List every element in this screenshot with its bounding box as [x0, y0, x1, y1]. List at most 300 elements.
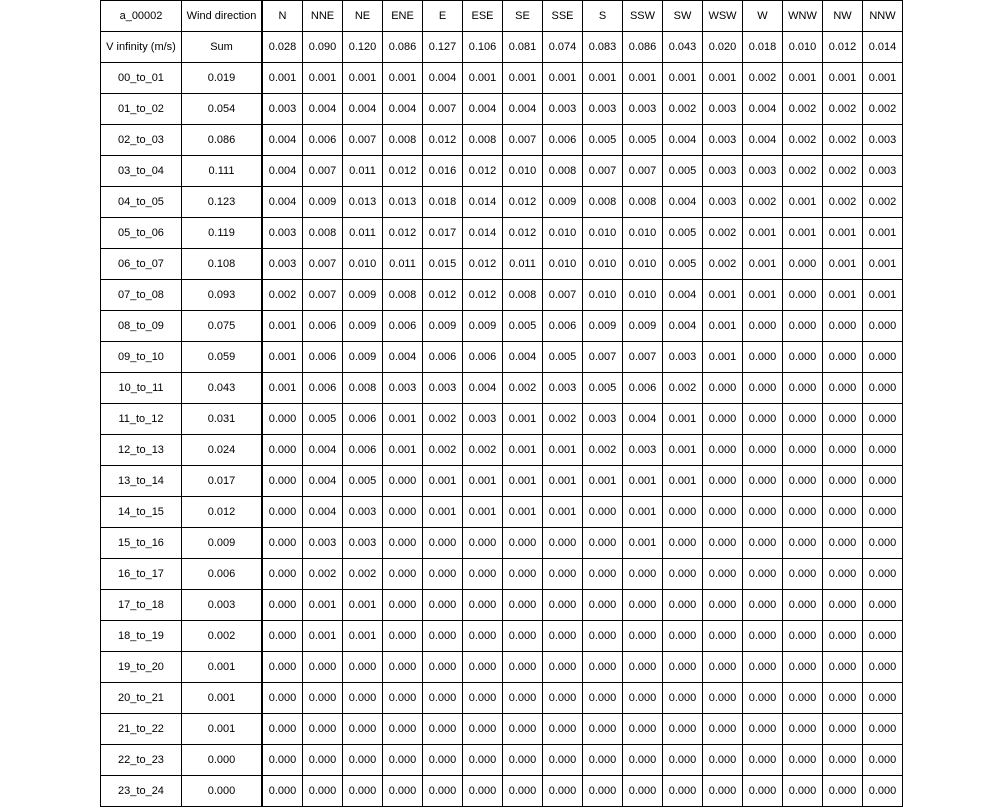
frequency-cell: 0.000 — [503, 776, 543, 807]
table-row — [101, 776, 903, 807]
frequency-cell: 0.000 — [663, 683, 703, 714]
frequency-cell: 0.010 — [343, 249, 383, 280]
frequency-cell: 0.007 — [583, 156, 623, 187]
frequency-cell: 0.002 — [583, 435, 623, 466]
frequency-cell: 0.008 — [623, 187, 663, 218]
frequency-cell: 0.000 — [423, 652, 463, 683]
frequency-cell: 0.000 — [863, 590, 903, 621]
frequency-cell: 0.001 — [543, 466, 583, 497]
frequency-cell: 0.000 — [503, 528, 543, 559]
frequency-cell: 0.007 — [303, 249, 343, 280]
sum-label: Sum — [182, 32, 263, 63]
frequency-cell: 0.000 — [823, 404, 863, 435]
row-sum-cell: 0.108 — [182, 249, 263, 280]
frequency-cell: 0.000 — [823, 466, 863, 497]
speed-bin-label: 07_to_08 — [101, 280, 182, 311]
frequency-cell: 0.000 — [543, 559, 583, 590]
frequency-cell: 0.001 — [783, 218, 823, 249]
direction-sum-cell: 0.090 — [303, 32, 343, 63]
frequency-cell: 0.001 — [623, 466, 663, 497]
frequency-cell: 0.000 — [743, 776, 783, 807]
direction-header: ESE — [463, 1, 503, 32]
frequency-cell: 0.001 — [383, 404, 423, 435]
frequency-cell: 0.008 — [543, 156, 583, 187]
frequency-cell: 0.000 — [743, 342, 783, 373]
table-row — [101, 652, 903, 683]
frequency-cell: 0.000 — [743, 528, 783, 559]
frequency-cell: 0.000 — [743, 745, 783, 776]
frequency-cell: 0.000 — [863, 559, 903, 590]
frequency-cell: 0.008 — [503, 280, 543, 311]
frequency-cell: 0.000 — [303, 776, 343, 807]
frequency-cell: 0.000 — [383, 714, 423, 745]
frequency-cell: 0.011 — [503, 249, 543, 280]
frequency-cell: 0.012 — [383, 156, 423, 187]
frequency-cell: 0.010 — [583, 218, 623, 249]
frequency-cell: 0.000 — [623, 776, 663, 807]
frequency-cell: 0.001 — [623, 63, 663, 94]
row-sum-cell: 0.000 — [182, 776, 263, 807]
row-sum-cell: 0.006 — [182, 559, 263, 590]
frequency-cell: 0.000 — [543, 714, 583, 745]
frequency-cell: 0.007 — [303, 156, 343, 187]
direction-sum-cell: 0.106 — [463, 32, 503, 63]
frequency-cell: 0.005 — [663, 249, 703, 280]
direction-sum-cell: 0.012 — [823, 32, 863, 63]
table-row — [101, 528, 903, 559]
sum-row — [101, 32, 903, 63]
frequency-cell: 0.001 — [383, 63, 423, 94]
frequency-cell: 0.018 — [423, 187, 463, 218]
frequency-cell: 0.000 — [583, 559, 623, 590]
row-sum-cell: 0.002 — [182, 621, 263, 652]
frequency-cell: 0.001 — [783, 63, 823, 94]
frequency-cell: 0.003 — [703, 187, 743, 218]
direction-sum-cell: 0.120 — [343, 32, 383, 63]
frequency-cell: 0.002 — [863, 187, 903, 218]
header-row — [101, 1, 903, 32]
direction-header: WNW — [783, 1, 823, 32]
frequency-cell: 0.001 — [663, 63, 703, 94]
frequency-cell: 0.001 — [863, 218, 903, 249]
direction-header: SSE — [543, 1, 583, 32]
frequency-cell: 0.000 — [783, 373, 823, 404]
frequency-cell: 0.000 — [783, 249, 823, 280]
frequency-cell: 0.000 — [703, 528, 743, 559]
frequency-cell: 0.000 — [783, 621, 823, 652]
direction-header: NNW — [863, 1, 903, 32]
frequency-cell: 0.003 — [383, 373, 423, 404]
frequency-cell: 0.001 — [663, 466, 703, 497]
frequency-cell: 0.002 — [543, 404, 583, 435]
frequency-cell: 0.000 — [663, 745, 703, 776]
direction-sum-cell: 0.127 — [423, 32, 463, 63]
speed-bin-label: 05_to_06 — [101, 218, 182, 249]
frequency-cell: 0.013 — [383, 187, 423, 218]
frequency-cell: 0.001 — [343, 621, 383, 652]
frequency-cell: 0.002 — [823, 187, 863, 218]
frequency-cell: 0.006 — [383, 311, 423, 342]
frequency-cell: 0.001 — [262, 63, 303, 94]
frequency-cell: 0.000 — [463, 714, 503, 745]
frequency-cell: 0.003 — [262, 249, 303, 280]
frequency-cell: 0.001 — [262, 342, 303, 373]
row-sum-cell: 0.019 — [182, 63, 263, 94]
frequency-cell: 0.000 — [863, 342, 903, 373]
frequency-cell: 0.000 — [583, 683, 623, 714]
frequency-cell: 0.007 — [543, 280, 583, 311]
frequency-cell: 0.004 — [303, 94, 343, 125]
speed-bin-label: 04_to_05 — [101, 187, 182, 218]
frequency-cell: 0.000 — [863, 652, 903, 683]
table-row — [101, 404, 903, 435]
frequency-cell: 0.010 — [623, 218, 663, 249]
frequency-cell: 0.000 — [303, 745, 343, 776]
frequency-cell: 0.001 — [823, 280, 863, 311]
direction-header: SW — [663, 1, 703, 32]
frequency-cell: 0.001 — [423, 497, 463, 528]
direction-header: E — [423, 1, 463, 32]
frequency-cell: 0.009 — [343, 342, 383, 373]
frequency-cell: 0.000 — [743, 311, 783, 342]
frequency-cell: 0.000 — [863, 497, 903, 528]
frequency-cell: 0.004 — [343, 94, 383, 125]
speed-bin-label: 13_to_14 — [101, 466, 182, 497]
frequency-cell: 0.000 — [503, 621, 543, 652]
frequency-cell: 0.004 — [383, 342, 423, 373]
frequency-cell: 0.002 — [303, 559, 343, 590]
frequency-cell: 0.000 — [783, 311, 823, 342]
frequency-cell: 0.000 — [583, 528, 623, 559]
frequency-cell: 0.003 — [703, 94, 743, 125]
frequency-cell: 0.000 — [703, 466, 743, 497]
frequency-cell: 0.009 — [343, 311, 383, 342]
direction-header: NW — [823, 1, 863, 32]
frequency-cell: 0.001 — [783, 187, 823, 218]
frequency-cell: 0.000 — [743, 373, 783, 404]
frequency-cell: 0.000 — [703, 776, 743, 807]
frequency-cell: 0.012 — [503, 187, 543, 218]
table-row — [101, 187, 903, 218]
frequency-cell: 0.004 — [383, 94, 423, 125]
frequency-cell: 0.000 — [262, 745, 303, 776]
frequency-cell: 0.012 — [463, 280, 503, 311]
table-row — [101, 342, 903, 373]
frequency-cell: 0.000 — [743, 683, 783, 714]
frequency-cell: 0.007 — [583, 342, 623, 373]
row-sum-cell: 0.001 — [182, 652, 263, 683]
frequency-cell: 0.000 — [823, 373, 863, 404]
frequency-cell: 0.005 — [343, 466, 383, 497]
frequency-cell: 0.004 — [663, 280, 703, 311]
frequency-cell: 0.000 — [623, 683, 663, 714]
direction-sum-cell: 0.028 — [262, 32, 303, 63]
frequency-cell: 0.016 — [423, 156, 463, 187]
frequency-cell: 0.002 — [783, 125, 823, 156]
frequency-cell: 0.000 — [823, 342, 863, 373]
table-row — [101, 311, 903, 342]
frequency-cell: 0.000 — [703, 714, 743, 745]
frequency-cell: 0.004 — [303, 435, 343, 466]
row-sum-cell: 0.093 — [182, 280, 263, 311]
row-sum-cell: 0.086 — [182, 125, 263, 156]
frequency-cell: 0.000 — [463, 528, 503, 559]
direction-sum-cell: 0.018 — [743, 32, 783, 63]
frequency-cell: 0.002 — [703, 218, 743, 249]
frequency-cell: 0.005 — [663, 218, 703, 249]
frequency-cell: 0.000 — [262, 466, 303, 497]
frequency-cell: 0.000 — [783, 280, 823, 311]
frequency-cell: 0.000 — [783, 435, 823, 466]
frequency-cell: 0.000 — [623, 745, 663, 776]
frequency-cell: 0.000 — [583, 745, 623, 776]
frequency-cell: 0.006 — [623, 373, 663, 404]
frequency-cell: 0.000 — [383, 466, 423, 497]
table-row — [101, 745, 903, 776]
table-row — [101, 249, 903, 280]
frequency-cell: 0.007 — [343, 125, 383, 156]
frequency-cell: 0.000 — [383, 621, 423, 652]
frequency-cell: 0.002 — [343, 559, 383, 590]
frequency-cell: 0.000 — [783, 683, 823, 714]
frequency-cell: 0.000 — [262, 528, 303, 559]
frequency-cell: 0.002 — [423, 404, 463, 435]
speed-bin-label: 18_to_19 — [101, 621, 182, 652]
frequency-cell: 0.011 — [383, 249, 423, 280]
frequency-cell: 0.004 — [262, 156, 303, 187]
speed-bin-label: 19_to_20 — [101, 652, 182, 683]
frequency-cell: 0.009 — [463, 311, 503, 342]
frequency-cell: 0.007 — [623, 342, 663, 373]
frequency-cell: 0.001 — [303, 63, 343, 94]
frequency-cell: 0.000 — [703, 404, 743, 435]
direction-sum-cell: 0.086 — [383, 32, 423, 63]
frequency-cell: 0.002 — [262, 280, 303, 311]
frequency-cell: 0.000 — [383, 528, 423, 559]
frequency-cell: 0.012 — [463, 156, 503, 187]
frequency-cell: 0.000 — [343, 776, 383, 807]
row-sum-cell: 0.054 — [182, 94, 263, 125]
frequency-cell: 0.000 — [262, 590, 303, 621]
speed-bin-label: 16_to_17 — [101, 559, 182, 590]
frequency-cell: 0.007 — [623, 156, 663, 187]
frequency-cell: 0.000 — [703, 683, 743, 714]
frequency-cell: 0.000 — [262, 497, 303, 528]
frequency-cell: 0.000 — [863, 404, 903, 435]
frequency-cell: 0.015 — [423, 249, 463, 280]
frequency-cell: 0.000 — [343, 745, 383, 776]
row-sum-cell: 0.059 — [182, 342, 263, 373]
frequency-cell: 0.002 — [463, 435, 503, 466]
frequency-cell: 0.000 — [663, 559, 703, 590]
frequency-cell: 0.008 — [463, 125, 503, 156]
frequency-cell: 0.002 — [663, 373, 703, 404]
frequency-cell: 0.000 — [423, 590, 463, 621]
frequency-cell: 0.001 — [663, 435, 703, 466]
frequency-cell: 0.003 — [663, 342, 703, 373]
frequency-cell: 0.003 — [303, 528, 343, 559]
frequency-cell: 0.003 — [543, 373, 583, 404]
frequency-cell: 0.000 — [823, 683, 863, 714]
direction-sum-cell: 0.083 — [583, 32, 623, 63]
frequency-cell: 0.003 — [583, 404, 623, 435]
speed-bin-label: 06_to_07 — [101, 249, 182, 280]
row-sum-cell: 0.017 — [182, 466, 263, 497]
frequency-cell: 0.001 — [383, 435, 423, 466]
frequency-cell: 0.000 — [783, 745, 823, 776]
table-row — [101, 218, 903, 249]
frequency-cell: 0.003 — [863, 125, 903, 156]
frequency-cell: 0.001 — [743, 249, 783, 280]
frequency-cell: 0.000 — [543, 652, 583, 683]
frequency-cell: 0.001 — [543, 435, 583, 466]
frequency-cell: 0.002 — [823, 94, 863, 125]
frequency-cell: 0.000 — [863, 745, 903, 776]
frequency-cell: 0.000 — [823, 435, 863, 466]
frequency-cell: 0.012 — [383, 218, 423, 249]
table-row — [101, 559, 903, 590]
frequency-cell: 0.000 — [583, 621, 623, 652]
frequency-cell: 0.001 — [823, 63, 863, 94]
frequency-cell: 0.009 — [343, 280, 383, 311]
frequency-cell: 0.012 — [463, 249, 503, 280]
table-row — [101, 621, 903, 652]
frequency-cell: 0.000 — [703, 435, 743, 466]
frequency-cell: 0.010 — [543, 218, 583, 249]
frequency-cell: 0.007 — [503, 125, 543, 156]
speed-bin-label: 09_to_10 — [101, 342, 182, 373]
frequency-cell: 0.009 — [583, 311, 623, 342]
direction-header: NE — [343, 1, 383, 32]
frequency-cell: 0.006 — [463, 342, 503, 373]
frequency-cell: 0.004 — [463, 373, 503, 404]
frequency-cell: 0.001 — [663, 404, 703, 435]
frequency-cell: 0.000 — [423, 559, 463, 590]
frequency-cell: 0.000 — [823, 528, 863, 559]
frequency-cell: 0.001 — [503, 404, 543, 435]
direction-header: WSW — [703, 1, 743, 32]
frequency-cell: 0.001 — [863, 249, 903, 280]
frequency-cell: 0.000 — [823, 621, 863, 652]
speed-bin-label: 17_to_18 — [101, 590, 182, 621]
table-row — [101, 590, 903, 621]
frequency-cell: 0.000 — [743, 559, 783, 590]
direction-sum-cell: 0.010 — [783, 32, 823, 63]
frequency-cell: 0.005 — [543, 342, 583, 373]
frequency-cell: 0.000 — [863, 311, 903, 342]
frequency-cell: 0.001 — [623, 528, 663, 559]
frequency-cell: 0.000 — [863, 435, 903, 466]
frequency-cell: 0.009 — [623, 311, 663, 342]
frequency-cell: 0.000 — [383, 590, 423, 621]
frequency-cell: 0.001 — [543, 497, 583, 528]
row-sum-cell: 0.024 — [182, 435, 263, 466]
frequency-cell: 0.005 — [623, 125, 663, 156]
frequency-cell: 0.000 — [703, 745, 743, 776]
frequency-cell: 0.003 — [743, 156, 783, 187]
table-row — [101, 497, 903, 528]
frequency-cell: 0.000 — [423, 683, 463, 714]
frequency-cell: 0.000 — [383, 559, 423, 590]
frequency-cell: 0.000 — [503, 745, 543, 776]
frequency-cell: 0.012 — [423, 280, 463, 311]
frequency-cell: 0.005 — [503, 311, 543, 342]
speed-bin-label: 10_to_11 — [101, 373, 182, 404]
table-row — [101, 373, 903, 404]
table-row — [101, 683, 903, 714]
frequency-cell: 0.000 — [623, 714, 663, 745]
frequency-cell: 0.003 — [463, 404, 503, 435]
frequency-cell: 0.001 — [703, 311, 743, 342]
speed-bin-label: 21_to_22 — [101, 714, 182, 745]
frequency-cell: 0.010 — [543, 249, 583, 280]
direction-sum-cell: 0.081 — [503, 32, 543, 63]
frequency-cell: 0.000 — [383, 683, 423, 714]
frequency-cell: 0.000 — [743, 621, 783, 652]
frequency-cell: 0.000 — [663, 714, 703, 745]
direction-sum-cell: 0.074 — [543, 32, 583, 63]
frequency-cell: 0.001 — [703, 280, 743, 311]
frequency-cell: 0.001 — [463, 63, 503, 94]
frequency-cell: 0.000 — [503, 683, 543, 714]
frequency-cell: 0.000 — [503, 559, 543, 590]
frequency-cell: 0.004 — [743, 94, 783, 125]
frequency-cell: 0.000 — [463, 559, 503, 590]
frequency-cell: 0.000 — [783, 776, 823, 807]
frequency-cell: 0.001 — [262, 311, 303, 342]
frequency-cell: 0.001 — [583, 466, 623, 497]
frequency-cell: 0.000 — [423, 528, 463, 559]
frequency-cell: 0.000 — [583, 714, 623, 745]
frequency-cell: 0.000 — [543, 528, 583, 559]
frequency-cell: 0.000 — [543, 621, 583, 652]
frequency-cell: 0.001 — [823, 249, 863, 280]
frequency-cell: 0.002 — [823, 156, 863, 187]
frequency-cell: 0.000 — [863, 683, 903, 714]
frequency-cell: 0.000 — [863, 621, 903, 652]
frequency-cell: 0.002 — [423, 435, 463, 466]
frequency-cell: 0.008 — [583, 187, 623, 218]
wind-direction-label: Wind direction — [182, 1, 263, 32]
frequency-cell: 0.000 — [423, 714, 463, 745]
frequency-cell: 0.000 — [863, 528, 903, 559]
frequency-cell: 0.000 — [503, 652, 543, 683]
frequency-cell: 0.001 — [703, 63, 743, 94]
direction-header: SSW — [623, 1, 663, 32]
frequency-cell: 0.008 — [383, 125, 423, 156]
frequency-cell: 0.000 — [423, 621, 463, 652]
frequency-cell: 0.000 — [783, 714, 823, 745]
frequency-cell: 0.004 — [262, 125, 303, 156]
frequency-cell: 0.000 — [783, 466, 823, 497]
speed-bin-label: 02_to_03 — [101, 125, 182, 156]
frequency-cell: 0.005 — [583, 125, 623, 156]
frequency-cell: 0.000 — [463, 683, 503, 714]
frequency-cell: 0.000 — [743, 590, 783, 621]
frequency-cell: 0.006 — [343, 404, 383, 435]
frequency-cell: 0.000 — [783, 342, 823, 373]
frequency-cell: 0.000 — [463, 652, 503, 683]
frequency-cell: 0.002 — [703, 249, 743, 280]
frequency-cell: 0.000 — [463, 621, 503, 652]
frequency-cell: 0.000 — [262, 435, 303, 466]
speed-bin-label: 00_to_01 — [101, 63, 182, 94]
frequency-cell: 0.002 — [503, 373, 543, 404]
frequency-cell: 0.000 — [703, 590, 743, 621]
frequency-cell: 0.002 — [823, 125, 863, 156]
direction-header: NNE — [303, 1, 343, 32]
frequency-cell: 0.001 — [863, 63, 903, 94]
